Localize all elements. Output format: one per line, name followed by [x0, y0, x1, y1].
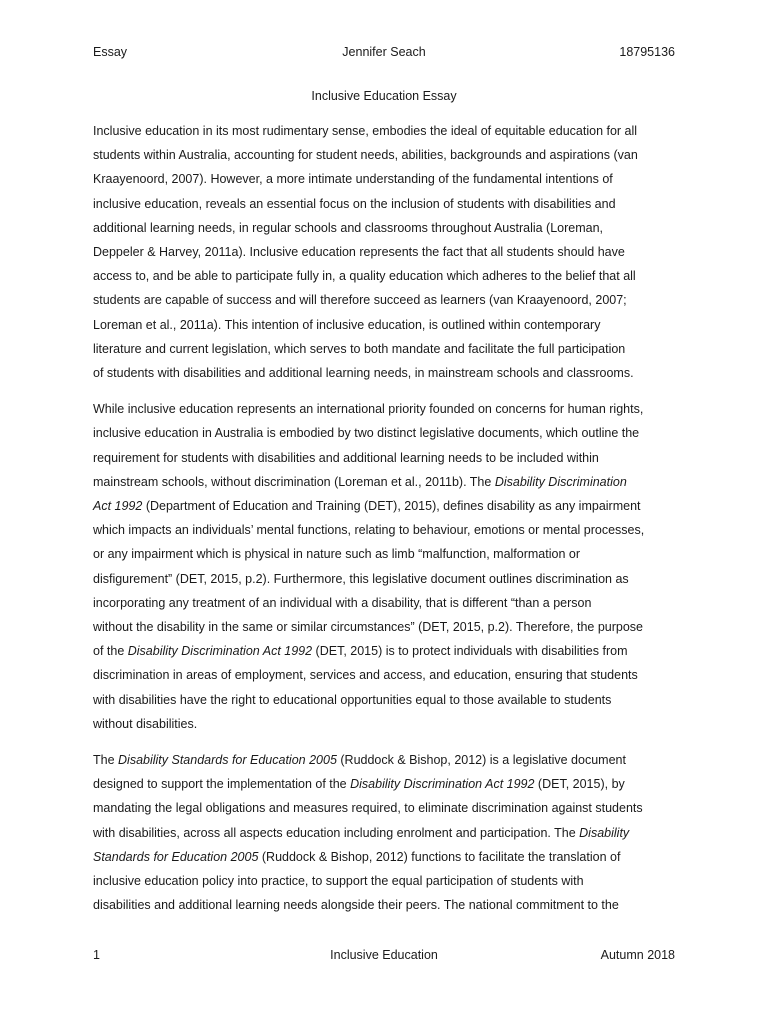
text-run: without disabilities. [93, 716, 198, 731]
text-line [93, 446, 683, 470]
italic-title-text: Disability [579, 825, 630, 840]
text-run: with disabilities, across all aspects education including enrolment and participation. The [93, 825, 580, 840]
page-header [93, 44, 675, 60]
text-line [93, 567, 683, 591]
text-run: (DET, 2015), by [534, 777, 625, 792]
text-run: inclusive education policy into practice, to support the equal participation of students with [93, 874, 584, 889]
text-run: inclusive education in Australia is embodied by two distinct legislative documents, which outline the [93, 426, 640, 441]
text-line [93, 494, 683, 518]
text-line [93, 712, 683, 736]
text-run: (DET, 2015) is to protect individuals with disabilities from [312, 644, 628, 659]
text-run: mandating the legal obligations and measures required, to eliminate discrimination against students [93, 801, 643, 816]
text-line [93, 421, 683, 445]
text-run: with disabilities have the right to educational opportunities equal to those available to students [93, 692, 612, 707]
paragraph [93, 748, 683, 917]
text-run: literature and current legislation, which serves to both mandate and facilitate the full participation [93, 341, 626, 356]
text-line [93, 470, 683, 494]
footer-page-number: 1 [93, 948, 100, 962]
text-run: (Department of Education and Training (DET), 2015), defines disability as any impairment [142, 499, 641, 514]
text-line [93, 288, 683, 312]
text-line [93, 663, 683, 687]
text-run: (Ruddock & Bishop, 2012) functions to facilitate the translation of [258, 849, 621, 864]
text-line [93, 361, 683, 385]
text-run: students within Australia, accounting for student needs, abilities, backgrounds and aspirations (van [93, 148, 638, 163]
italic-title-text: Act 1992 [93, 499, 143, 514]
text-run: disabilities and additional learning needs alongside their peers. The national commitment to the [93, 898, 619, 913]
header-student-id: 18795136 [619, 45, 675, 59]
essay-body [93, 119, 683, 930]
text-line [93, 869, 683, 893]
text-line [93, 639, 683, 663]
text-run: inclusive education, reveals an essential focus on the inclusion of students with disabilities and [93, 196, 616, 211]
text-run: incorporating any treatment of an individual with a disability, that is different “than a person [93, 595, 592, 610]
text-line [93, 143, 683, 167]
header-doc-type: Essay [93, 45, 128, 59]
essay-title: Inclusive Education Essay [311, 89, 457, 103]
text-line [93, 748, 683, 772]
text-line [93, 542, 683, 566]
text-line [93, 893, 683, 917]
text-run: Deppeler & Harvey, 2011a). Inclusive education represents the fact that all students should have [93, 245, 625, 260]
text-line [93, 313, 683, 337]
text-line [93, 240, 683, 264]
text-line [93, 264, 683, 288]
text-run: of the [93, 644, 128, 659]
text-run: (Ruddock & Bishop, 2012) is a legislative document [336, 753, 626, 768]
italic-title-text: Disability Discrimination Act 1992 [350, 777, 535, 792]
text-line [93, 591, 683, 615]
italic-title-text: Disability Discrimination Act 1992 [127, 644, 313, 659]
italic-title-text: Disability Discrimination [494, 474, 627, 489]
text-run: requirement for students with disabilities and additional learning needs to be included within [93, 450, 599, 465]
header-author: Jennifer Seach [342, 45, 426, 59]
text-run: or any impairment which is physical in nature such as limb “malfunction, malformation or [93, 547, 580, 562]
text-run: Kraayenoord, 2007). However, a more intimate understanding of the fundamental intentions of [93, 172, 613, 187]
footer-term: Autumn 2018 [600, 948, 675, 962]
text-line [93, 772, 683, 796]
text-run: Inclusive education in its most rudimentary sense, embodies the ideal of equitable education for all [93, 124, 638, 138]
text-run: designed to support the implementation of the [93, 777, 351, 792]
page-footer [93, 947, 675, 963]
text-line [93, 821, 683, 845]
text-run: Loreman et al., 2011a). This intention of inclusive education, is outlined within contemporary [93, 317, 601, 332]
text-line [93, 216, 683, 240]
text-line [93, 615, 683, 639]
text-run: mainstream schools, without discrimination (Loreman et al., 2011b). The [93, 474, 495, 489]
text-line [93, 796, 683, 820]
footer-course: Inclusive Education [330, 948, 438, 962]
text-run: access to, and be able to participate fully in, a quality education which adheres to the belief that all [93, 269, 636, 284]
text-run: of students with disabilities and additional learning needs, in mainstream schools and classrooms. [93, 366, 634, 381]
text-line [93, 518, 683, 542]
italic-title-text: Standards for Education 2005 [93, 849, 259, 864]
text-line [93, 119, 683, 143]
text-run: without the disability in the same or similar circumstances” (DET, 2015, p.2). Therefore, the purpose [93, 620, 644, 635]
paragraph [93, 119, 683, 385]
text-run: additional learning needs, in regular schools and classrooms throughout Australia (Loreman, [93, 220, 604, 235]
text-run: which impacts an individuals’ mental functions, relating to behaviour, emotions or mental processes, [93, 523, 645, 538]
italic-title-text: Disability Standards for Education 2005 [118, 753, 337, 768]
text-line [93, 337, 683, 361]
text-run: students are capable of success and will therefore succeed as learners (van Kraayenoord, 2007; [93, 293, 627, 308]
text-line [93, 397, 683, 421]
text-run: discrimination in areas of employment, services and access, and education, ensuring that students [93, 668, 638, 683]
text-run: The [93, 753, 119, 768]
text-line [93, 688, 683, 712]
text-line [93, 167, 683, 191]
text-line [93, 845, 683, 869]
text-run: While inclusive education represents an international priority founded on concerns for human rights, [93, 402, 644, 417]
paragraph [93, 397, 683, 736]
text-line [93, 192, 683, 216]
text-run: disfigurement” (DET, 2015, p.2). Furthermore, this legislative document outlines discrimination as [93, 571, 629, 586]
